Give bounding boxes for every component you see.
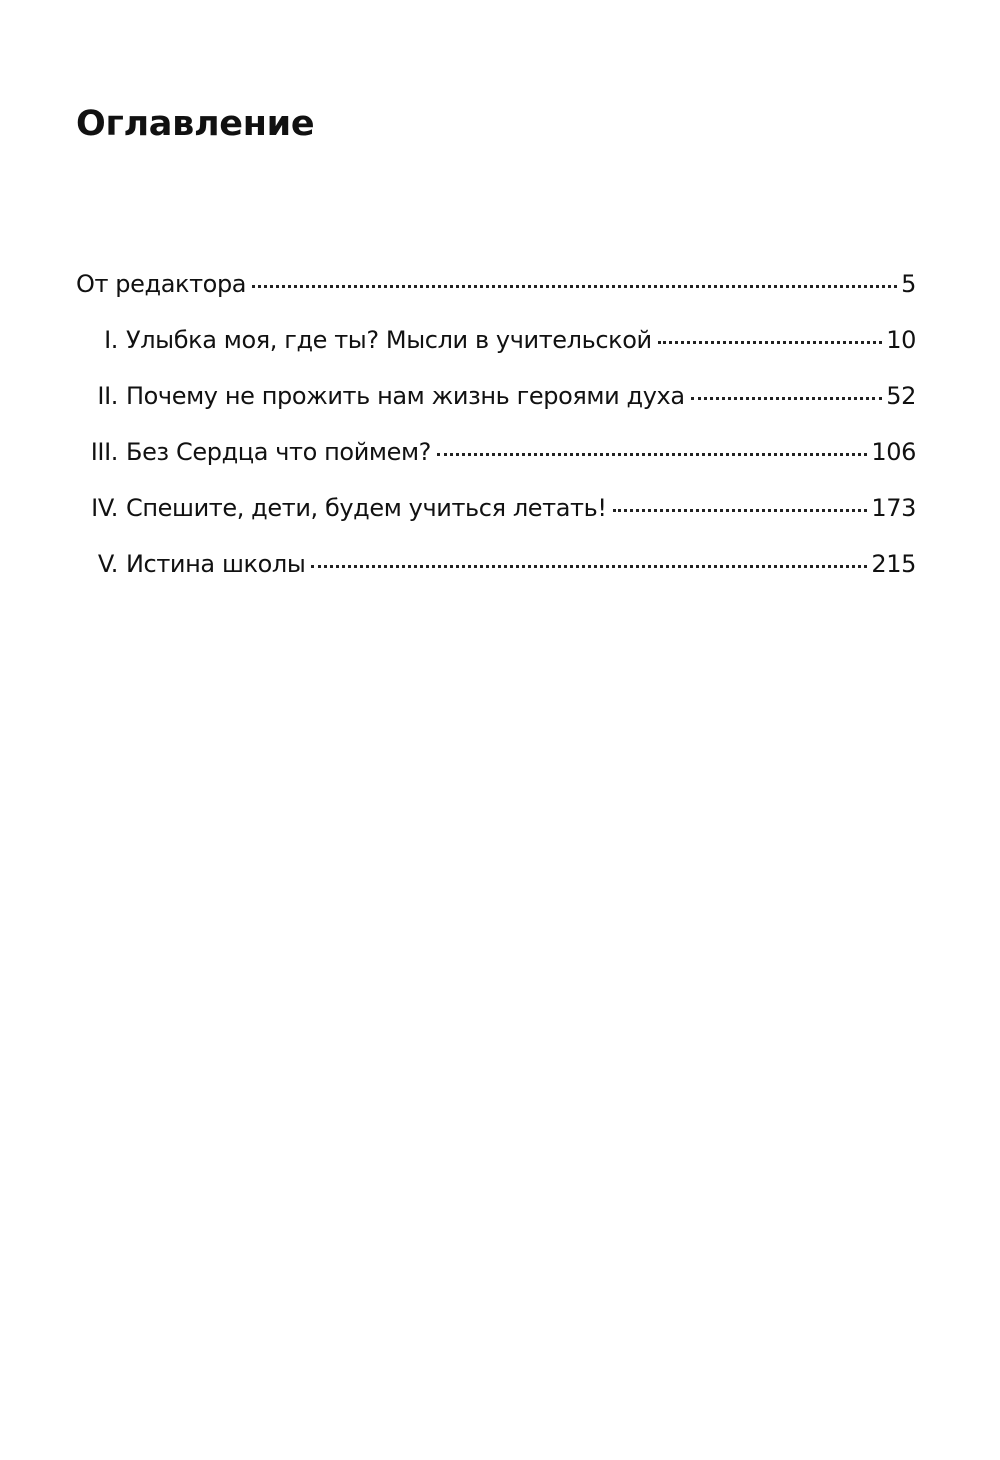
toc-entry-title: Истина школы [126, 550, 306, 578]
toc-entry-editor[interactable] [76, 262, 916, 318]
toc-entry-number: III. [90, 438, 118, 466]
toc-entry-page: 106 [871, 438, 916, 466]
dot-leader [691, 397, 883, 400]
toc-entry-page: 10 [886, 326, 916, 354]
toc-entry-page: 215 [871, 550, 916, 578]
table-of-contents [76, 262, 916, 598]
toc-entry-page: 52 [886, 382, 916, 410]
toc-entry-chapter-3[interactable] [76, 430, 916, 486]
dot-leader [311, 565, 867, 568]
dot-leader [658, 341, 883, 344]
dot-leader [252, 285, 897, 288]
dot-leader [613, 509, 868, 512]
toc-entry-chapter-4[interactable] [76, 486, 916, 542]
toc-entry-chapter-2[interactable] [76, 374, 916, 430]
toc-entry-page: 173 [871, 494, 916, 522]
toc-entry-title: Улыбка моя, где ты? Мысли в учительской [126, 326, 652, 354]
dot-leader [437, 453, 867, 456]
toc-entry-number: I. [104, 326, 118, 354]
toc-entry-page: 5 [901, 270, 916, 298]
page-title: Оглавление [76, 104, 315, 144]
toc-entry-title: От редактора [76, 270, 247, 298]
toc-entry-title: Без Сердца что поймем? [126, 438, 432, 466]
toc-entry-number: II. [97, 382, 118, 410]
toc-entry-chapter-5[interactable] [76, 542, 916, 598]
toc-entry-title: Спешите, дети, будем учиться летать! [126, 494, 607, 522]
toc-entry-number: IV. [91, 494, 118, 522]
toc-entry-chapter-1[interactable] [76, 318, 916, 374]
toc-entry-title: Почему не прожить нам жизнь героями духа [126, 382, 685, 410]
toc-entry-number: V. [97, 550, 118, 578]
